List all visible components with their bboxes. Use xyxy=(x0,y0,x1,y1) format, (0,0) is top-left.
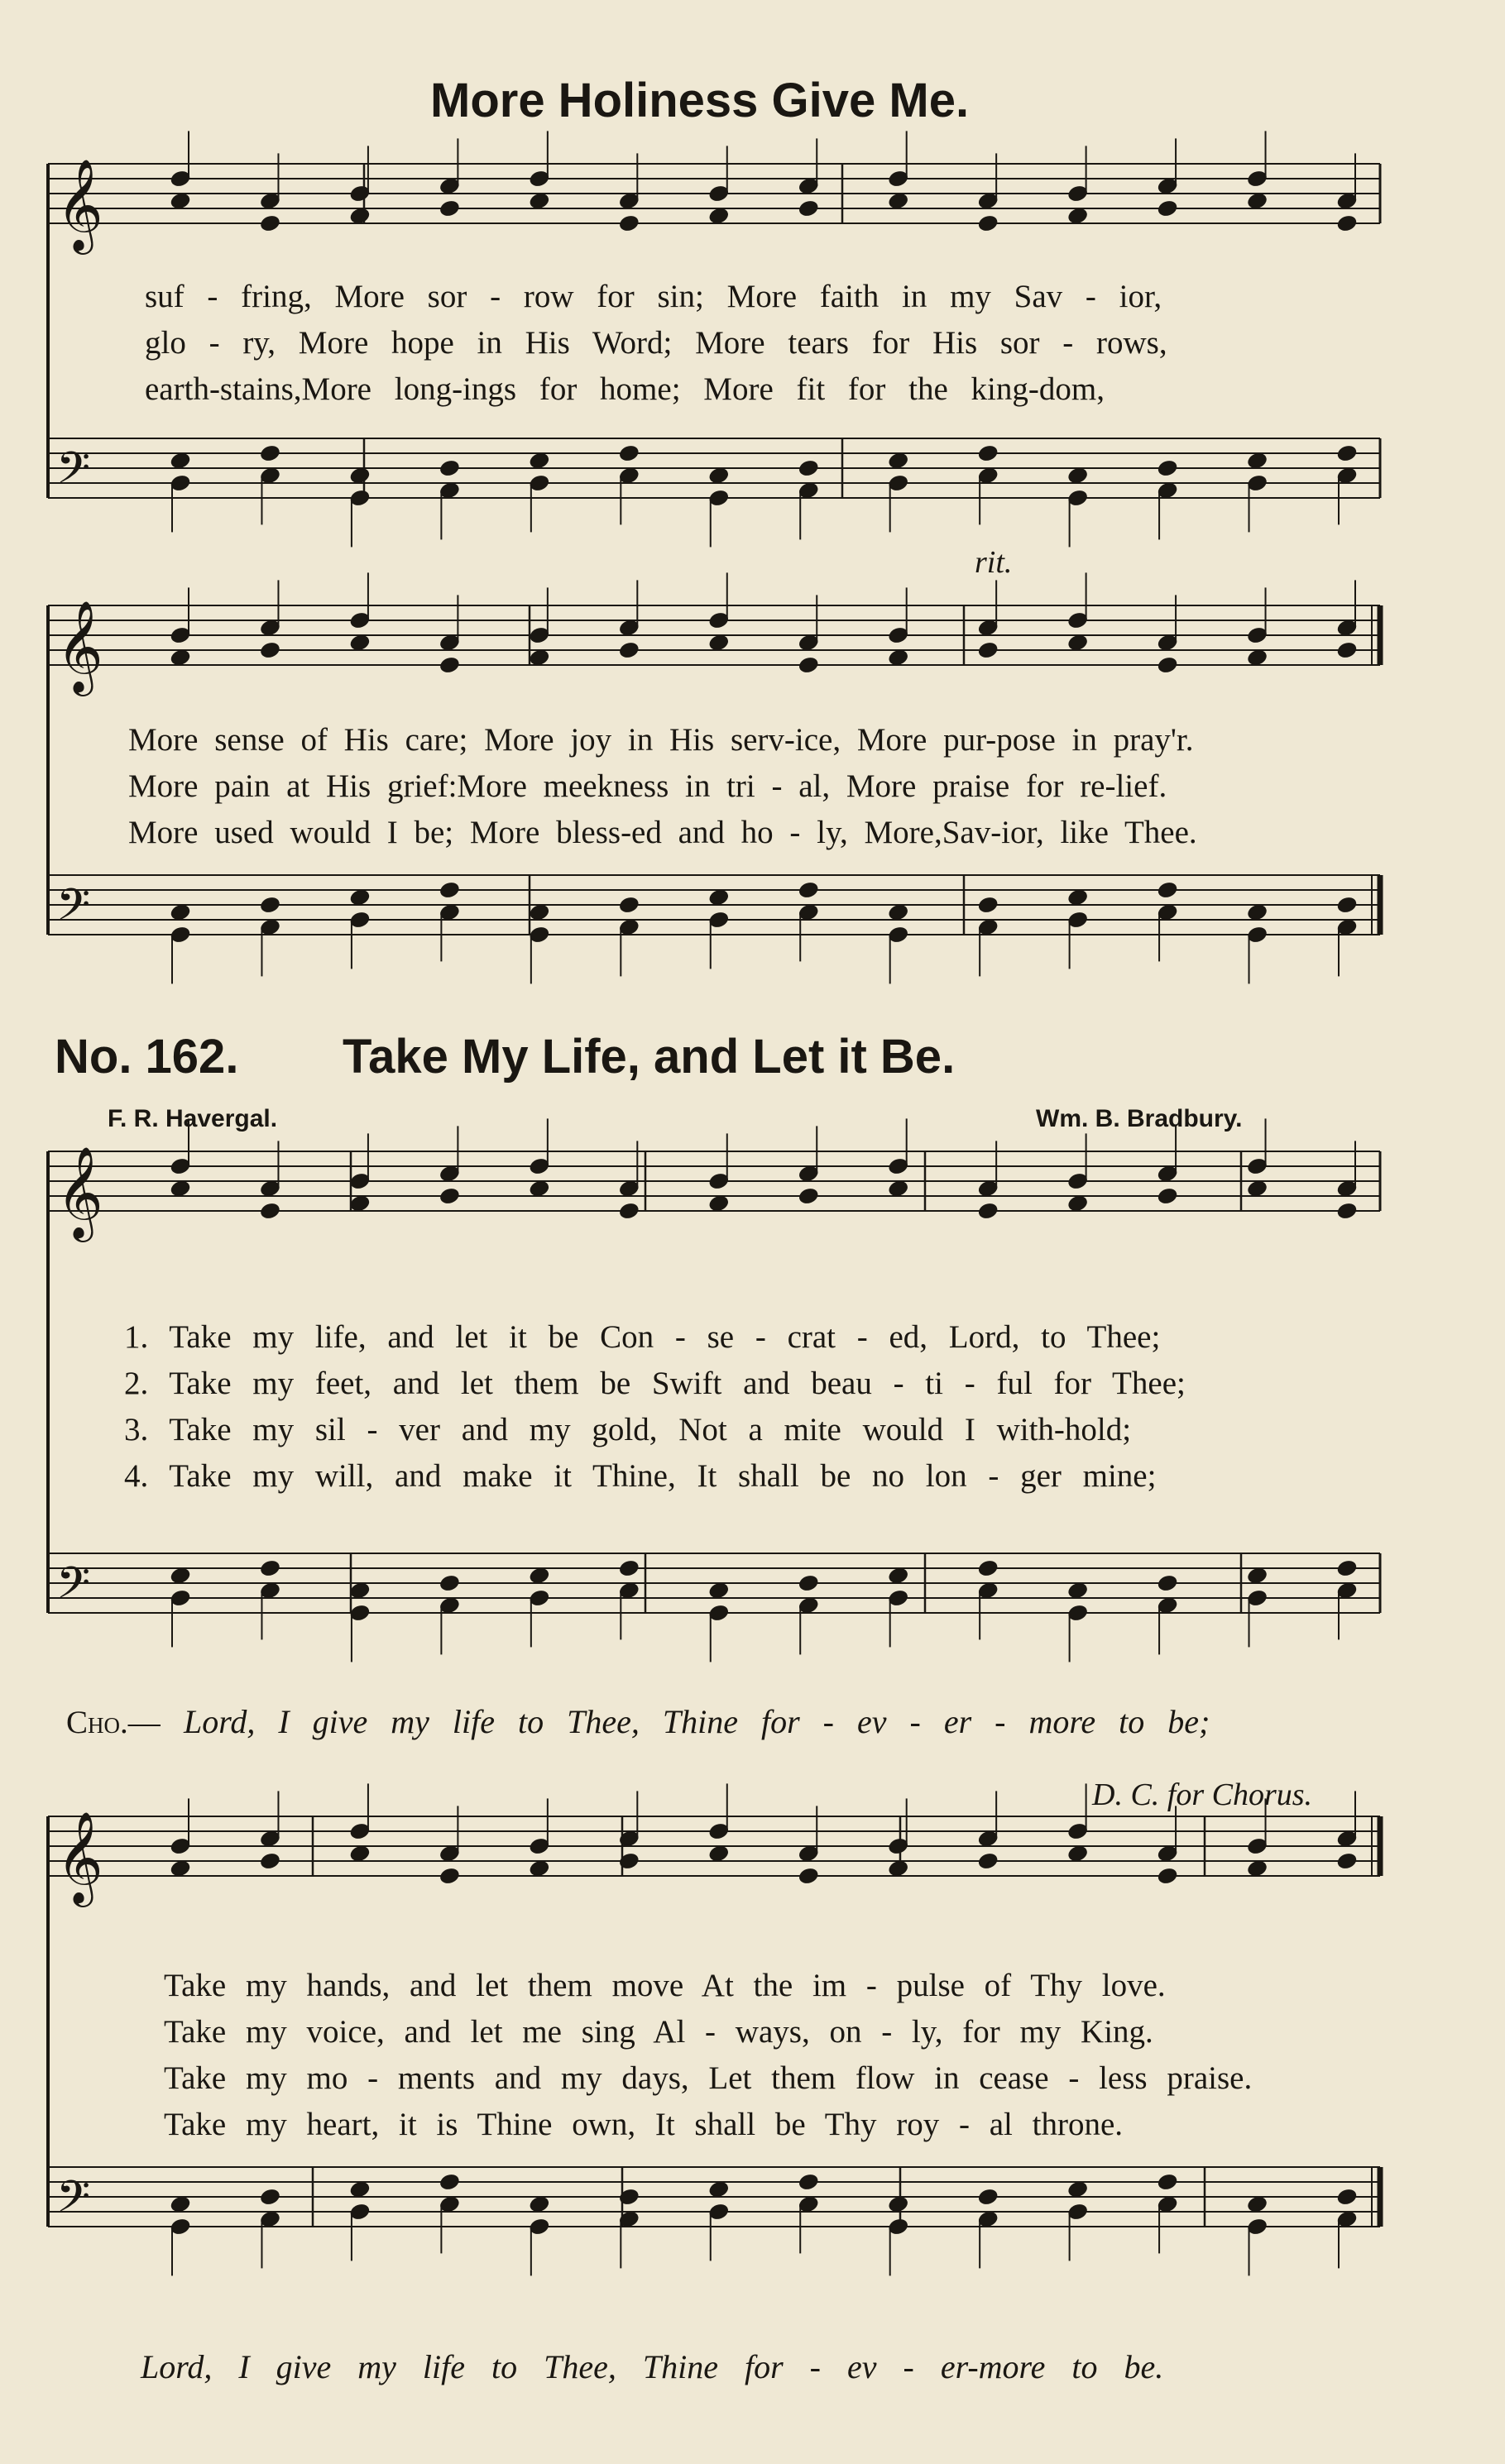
note-head xyxy=(708,1844,730,1864)
hymn2-verse-line-7: Take my mo - ments and my days, Let them flow in cease - less praise. xyxy=(164,2060,1253,2096)
note-head xyxy=(170,192,191,211)
note-head xyxy=(170,2195,191,2214)
note-head xyxy=(1067,207,1089,226)
note-head xyxy=(708,888,730,907)
note-head xyxy=(259,1852,280,1871)
note-head xyxy=(1157,1574,1178,1593)
note-head xyxy=(349,466,371,486)
note-head xyxy=(1246,452,1268,471)
note-head xyxy=(1246,903,1268,922)
hymn1-verse-line-6: More used would I be; More bless-ed and ho - ly, More,Sav-ior, like Thee. xyxy=(128,815,1197,850)
note-head xyxy=(708,2180,730,2199)
note-head xyxy=(1246,1859,1268,1878)
note-head xyxy=(618,214,640,233)
note-head xyxy=(708,1194,730,1213)
note-head xyxy=(1157,1187,1178,1206)
note-head xyxy=(439,1187,460,1206)
hymn2-verse-line-3: 3. Take my sil - ver and my gold, Not a mite would I with-hold; xyxy=(124,1412,1132,1447)
note-head xyxy=(1157,199,1178,218)
note-head xyxy=(977,214,999,233)
note-head xyxy=(1246,1567,1268,1586)
note-head xyxy=(1157,656,1178,675)
note-head xyxy=(1336,641,1358,660)
note-head xyxy=(349,634,371,653)
note-head xyxy=(798,1867,819,1886)
note-head xyxy=(618,1202,640,1221)
hymn1-verse-line-5: More pain at His grief:More meekness in tri - al, More praise for re-lief. xyxy=(128,768,1167,804)
note-head xyxy=(888,192,909,211)
chorus-line-2: Lord, I give my life to Thee, Thine for - ev - er-more to be. xyxy=(141,2348,1164,2385)
note-head xyxy=(798,1574,819,1593)
note-head xyxy=(439,1867,460,1886)
note-head xyxy=(1336,1202,1358,1221)
note-head xyxy=(618,444,640,463)
note-head xyxy=(708,634,730,653)
note-head xyxy=(1336,214,1358,233)
note-head xyxy=(888,2195,909,2214)
treble-clef-icon: 𝄞 xyxy=(56,1811,103,1903)
note-head xyxy=(1067,888,1089,907)
note-head xyxy=(1336,1852,1358,1871)
bass-clef-icon: 𝄢 xyxy=(56,1558,91,1620)
note-head xyxy=(1157,881,1178,900)
note-head xyxy=(798,2173,819,2192)
hymn-author: F. R. Havergal. xyxy=(108,1105,278,1132)
treble-clef-icon: 𝄞 xyxy=(56,158,103,251)
note-head xyxy=(888,1567,909,1586)
note-head xyxy=(1246,648,1268,667)
note-head xyxy=(1246,1179,1268,1199)
note-head xyxy=(1336,1559,1358,1578)
note-head xyxy=(170,903,191,922)
note-head xyxy=(798,1187,819,1206)
note-head xyxy=(439,459,460,478)
note-head xyxy=(349,1194,371,1213)
chorus-line-1: Lord, I give my life to Thee, Thine for - ev - er - more to be; xyxy=(184,1703,1210,1740)
note-head xyxy=(888,452,909,471)
note-head xyxy=(888,903,909,922)
note-head xyxy=(529,648,550,667)
note-head xyxy=(529,192,550,211)
hymn-composer: Wm. B. Bradbury. xyxy=(1036,1105,1243,1132)
note-head xyxy=(798,656,819,675)
note-head xyxy=(888,1179,909,1199)
note-head xyxy=(170,1567,191,1586)
note-head xyxy=(977,1202,999,1221)
note-head xyxy=(439,199,460,218)
note-head xyxy=(349,2180,371,2199)
note-head xyxy=(349,1844,371,1864)
dc-for-chorus: D. C. for Chorus. xyxy=(1092,1777,1313,1812)
ritardando-marking: rit. xyxy=(975,545,1013,580)
note-head xyxy=(708,1581,730,1600)
note-head xyxy=(349,207,371,226)
note-head xyxy=(529,2195,550,2214)
note-head xyxy=(1157,2173,1178,2192)
note-head xyxy=(529,452,550,471)
note-head xyxy=(349,888,371,907)
note-head xyxy=(618,641,640,660)
note-head xyxy=(259,896,280,915)
note-head xyxy=(798,199,819,218)
note-head xyxy=(1067,466,1089,486)
note-head xyxy=(618,1559,640,1578)
note-head xyxy=(259,2188,280,2207)
note-head xyxy=(1336,896,1358,915)
note-head xyxy=(1336,2188,1358,2207)
note-head xyxy=(618,896,640,915)
note-head xyxy=(259,1202,280,1221)
note-head xyxy=(439,2173,460,2192)
note-head xyxy=(170,1859,191,1878)
note-head xyxy=(1246,2195,1268,2214)
note-head xyxy=(259,641,280,660)
note-head xyxy=(977,2188,999,2207)
hymn1-verse-line-4: More sense of His care; More joy in His serv-ice, More pur-pose in pray'r. xyxy=(128,722,1194,758)
note-head xyxy=(170,1179,191,1199)
hymn-title: More Holiness Give Me. xyxy=(430,74,970,127)
treble-clef-icon: 𝄞 xyxy=(56,1146,103,1238)
note-head xyxy=(529,1179,550,1199)
note-head xyxy=(977,444,999,463)
note-head xyxy=(888,1859,909,1878)
note-head xyxy=(439,656,460,675)
chorus-label: Cho.— xyxy=(66,1705,161,1740)
note-head xyxy=(259,1559,280,1578)
note-head xyxy=(1067,1844,1089,1864)
bass-clef-icon: 𝄢 xyxy=(56,2172,91,2233)
note-head xyxy=(977,1852,999,1871)
note-head xyxy=(798,881,819,900)
note-head xyxy=(1246,192,1268,211)
hymn2-verse-line-6: Take my voice, and let me sing Al - ways, on - ly, for my King. xyxy=(164,2014,1153,2050)
note-head xyxy=(1067,2180,1089,2199)
note-head xyxy=(1067,1581,1089,1600)
note-head xyxy=(1157,1867,1178,1886)
note-head xyxy=(529,1567,550,1586)
note-head xyxy=(439,881,460,900)
bass-clef-icon: 𝄢 xyxy=(56,880,91,941)
note-head xyxy=(977,641,999,660)
hymn-number: No. 162. xyxy=(55,1030,239,1084)
note-head xyxy=(977,896,999,915)
bass-clef-icon: 𝄢 xyxy=(56,443,91,505)
hymn2-verse-line-1: 1. Take my life, and let it be Con - se - crat - ed, Lord, to Thee; xyxy=(124,1319,1161,1355)
hymn2-verse-line-8: Take my heart, it is Thine own, It shall be Thy roy - al throne. xyxy=(164,2107,1124,2142)
note-head xyxy=(977,1559,999,1578)
hymn1-verse-line-1: suf - fring, More sor - row for sin; More faith in my Sav - ior, xyxy=(145,279,1162,314)
note-head xyxy=(1336,444,1358,463)
hymn2-verse-line-4: 4. Take my will, and make it Thine, It shall be no lon - ger mine; xyxy=(124,1458,1157,1494)
treble-clef-icon: 𝄞 xyxy=(56,600,103,692)
note-head xyxy=(1067,634,1089,653)
hymn-title: Take My Life, and Let it Be. xyxy=(343,1030,956,1084)
note-head xyxy=(798,459,819,478)
note-head xyxy=(1157,459,1178,478)
note-head xyxy=(259,444,280,463)
note-head xyxy=(170,648,191,667)
note-head xyxy=(170,452,191,471)
note-head xyxy=(349,1581,371,1600)
hymn1-verse-line-2: glo - ry, More hope in His Word; More tears for His sor - rows, xyxy=(145,325,1167,361)
note-head xyxy=(888,648,909,667)
note-head xyxy=(259,214,280,233)
note-head xyxy=(439,1574,460,1593)
note-head xyxy=(529,1859,550,1878)
hymn1-verse-line-3: earth-stains,More long-ings for home; More fit for the king-dom, xyxy=(145,371,1105,407)
hymn2-verse-line-2: 2. Take my feet, and let them be Swift and beau - ti - ful for Thee; xyxy=(124,1366,1186,1401)
note-head xyxy=(708,207,730,226)
note-head xyxy=(708,466,730,486)
note-head xyxy=(529,903,550,922)
hymn2-verse-line-5: Take my hands, and let them move At the im - pulse of Thy love. xyxy=(164,1968,1166,2003)
note-head xyxy=(1067,1194,1089,1213)
